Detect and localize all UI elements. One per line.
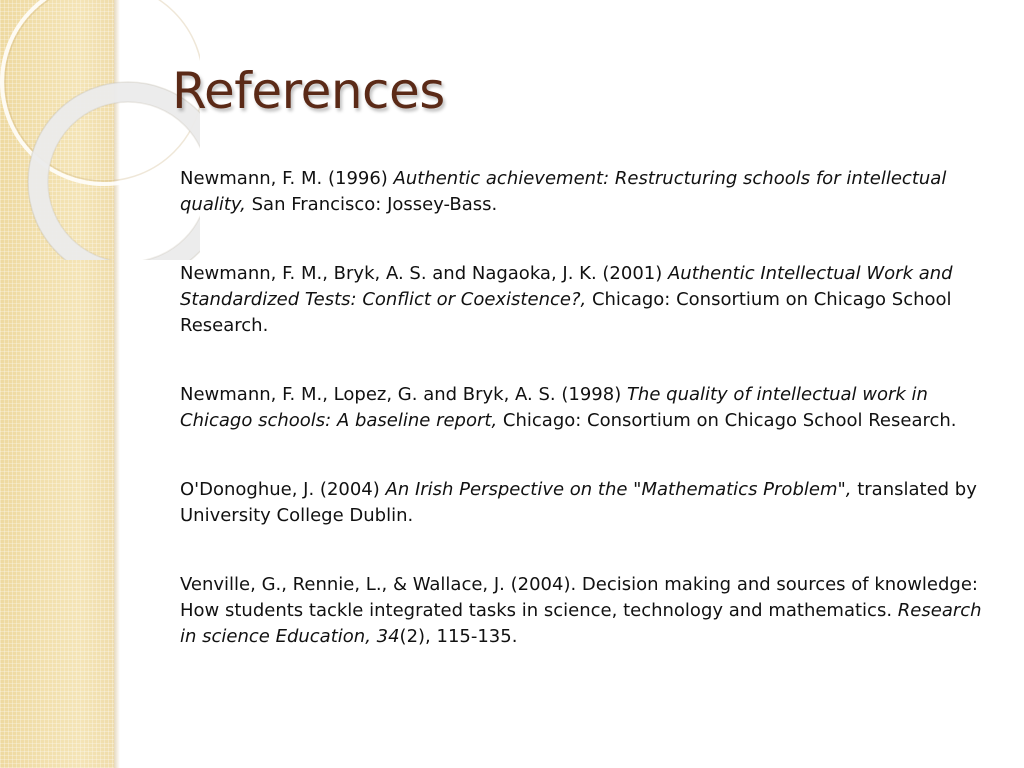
- reference-item: [180, 572, 992, 650]
- reference-author: Newmann, F. M. (1996): [180, 168, 394, 189]
- reference-list: [180, 166, 992, 650]
- reference-author: Newmann, F. M., Lopez, G. and Bryk, A. S. (1998): [180, 384, 627, 405]
- reference-publisher: (2), 115-135.: [399, 626, 518, 647]
- decorative-rings: [0, 0, 200, 260]
- reference-publisher: translated by University College Dublin.: [180, 479, 977, 526]
- page-title: References: [172, 62, 445, 120]
- reference-author: O'Donoghue, J. (2004): [180, 479, 386, 500]
- reference-title: Authentic achievement: Restructuring schools for intellectual quality,: [180, 168, 947, 215]
- reference-publisher: Chicago: Consortium on Chicago School Research.: [180, 289, 952, 336]
- reference-item: [180, 477, 992, 529]
- reference-publisher: San Francisco: Jossey-Bass.: [245, 194, 498, 215]
- reference-publisher: Chicago: Consortium on Chicago School Research.: [497, 410, 957, 431]
- reference-item: [180, 382, 992, 434]
- reference-author: Newmann, F. M., Bryk, A. S. and Nagaoka, J. K. (2001): [180, 263, 668, 284]
- reference-title: Authentic Intellectual Work and Standardized Tests: Conflict or Coexistence?,: [180, 263, 953, 310]
- reference-title: An Irish Perspective on the "Mathematics Problem",: [385, 479, 852, 500]
- reference-author: Venville, G., Rennie, L., & Wallace, J. (2004). Decision making and sources of knowledge: How students tackle integrated tasks in science, technology and mathematics.: [180, 574, 978, 621]
- reference-item: [180, 261, 992, 339]
- reference-item: [180, 166, 992, 218]
- reference-title: The quality of intellectual work in Chicago schools: A baseline report,: [180, 384, 928, 431]
- reference-title: Research in science Education, 34: [180, 600, 982, 647]
